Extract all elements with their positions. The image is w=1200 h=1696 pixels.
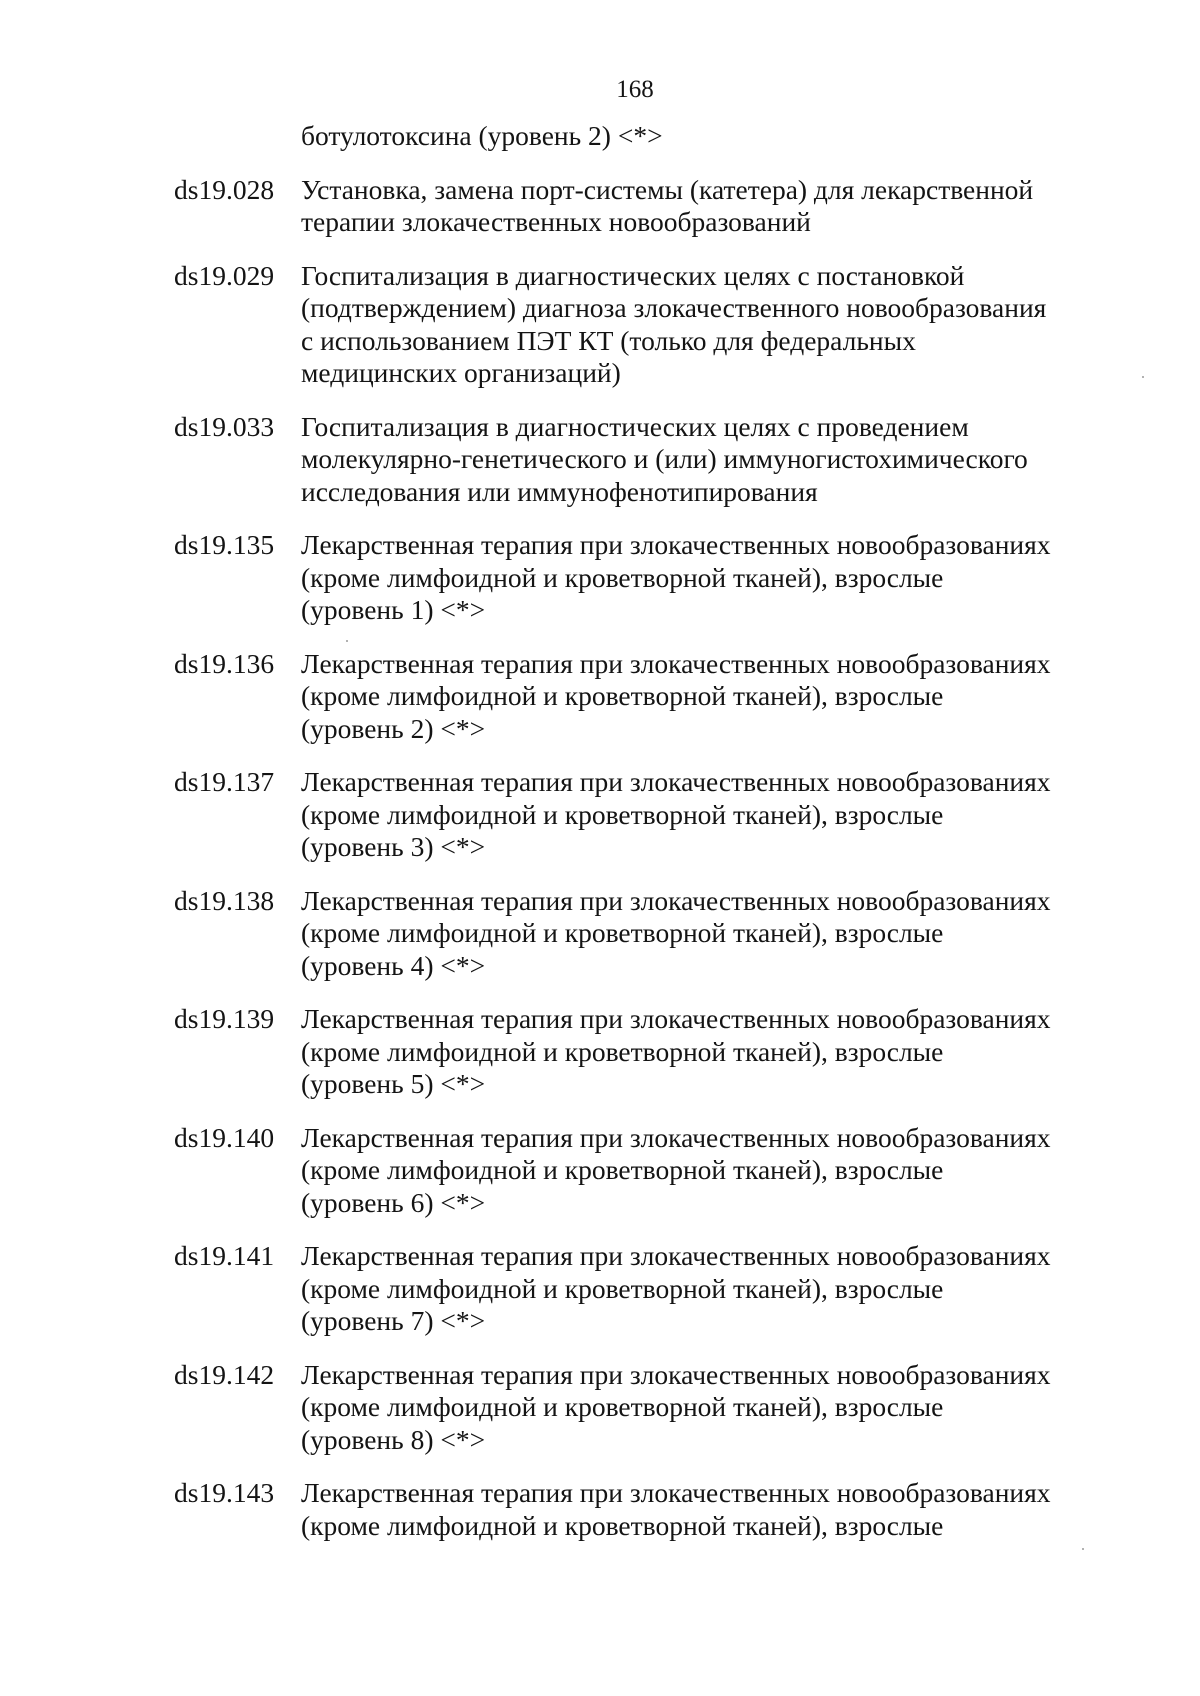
description-line: ботулотоксина (уровень 2) <*> — [301, 120, 663, 151]
description-line: (уровень 1) <*> — [301, 594, 486, 625]
entry-description — [301, 529, 1081, 627]
entry-code: ds19.136 — [174, 647, 275, 679]
description-line: Госпитализация в диагностических целях с постановкой — [301, 259, 965, 291]
description-line: (уровень 2) <*> — [301, 712, 486, 744]
list-item — [0, 648, 1200, 746]
list-item — [0, 1003, 1200, 1101]
entry-description — [301, 120, 1081, 153]
description-line: Лекарственная терапия при злокачественных новообразованиях — [301, 1121, 1051, 1153]
description-line: молекулярно-генетического и (или) иммуногистохимического — [301, 443, 1028, 474]
entry-code: ds19.138 — [174, 884, 275, 916]
description-line: с использованием ПЭТ КТ (только для федеральных — [301, 324, 916, 356]
description-line: Лекарственная терапия при злокачественных новообразованиях — [301, 1003, 1051, 1034]
description-line: (уровень 8) <*> — [301, 1423, 486, 1455]
description-line: Лекарственная терапия при злокачественных новообразованиях — [301, 1477, 1051, 1508]
entry-code: ds19.135 — [174, 529, 275, 560]
entry-code: ds19.140 — [174, 1121, 275, 1153]
description-line: Установка, замена порт-системы (катетера) для лекарственной — [301, 173, 1034, 205]
description-line: Лекарственная терапия при злокачественных новообразованиях — [301, 1358, 1051, 1390]
scan-speck — [1142, 376, 1144, 378]
description-line: (кроме лимфоидной и кроветворной тканей), взрослые — [301, 1509, 944, 1541]
entry-description — [301, 766, 1081, 864]
description-line: (уровень 5) <*> — [301, 1068, 486, 1099]
description-line: Лекарственная терапия при злокачественных новообразованиях — [301, 1240, 1051, 1271]
description-line: (кроме лимфоидной и кроветворной тканей), взрослые — [301, 680, 944, 711]
description-line: (кроме лимфоидной и кроветворной тканей), взрослые — [301, 1035, 944, 1067]
description-line: исследования или иммунофенотипирования — [301, 475, 818, 507]
entry-code: ds19.143 — [174, 1477, 275, 1508]
description-line: (кроме лимфоидной и кроветворной тканей), взрослые — [301, 1272, 944, 1304]
list-item — [0, 1359, 1200, 1457]
list-item — [0, 766, 1200, 864]
entry-description — [301, 411, 1081, 509]
description-line: (кроме лимфоидной и кроветворной тканей), взрослые — [301, 798, 944, 830]
entry-description — [301, 885, 1081, 983]
continuation-entry — [0, 120, 1200, 153]
page-number: 168 — [616, 76, 654, 103]
entry-code: ds19.141 — [174, 1240, 275, 1271]
list-item — [0, 411, 1200, 509]
entry-description — [301, 1477, 1081, 1542]
description-line: медицинских организаций) — [301, 357, 621, 388]
description-line: (уровень 6) <*> — [301, 1186, 486, 1218]
entry-code: ds19.137 — [174, 766, 275, 797]
entry-description — [301, 1359, 1081, 1457]
description-line: (кроме лимфоидной и кроветворной тканей), взрослые — [301, 917, 944, 948]
list-item — [0, 1122, 1200, 1220]
entry-code: ds19.029 — [174, 259, 275, 291]
list-item — [0, 174, 1200, 239]
entry-code: ds19.033 — [174, 410, 275, 442]
entry-description — [301, 648, 1081, 746]
description-line: (уровень 4) <*> — [301, 949, 486, 981]
description-line: Госпитализация в диагностических целях с проведением — [301, 410, 969, 442]
list-item — [0, 1477, 1200, 1542]
entry-description — [301, 260, 1081, 390]
entry-list — [0, 120, 1200, 1542]
list-item — [0, 529, 1200, 627]
entry-code: ds19.142 — [174, 1358, 275, 1390]
list-item — [0, 1240, 1200, 1338]
description-line: (кроме лимфоидной и кроветворной тканей), взрослые — [301, 1391, 944, 1422]
list-item — [0, 260, 1200, 390]
entry-description — [301, 1240, 1081, 1338]
description-line: (уровень 7) <*> — [301, 1305, 486, 1336]
description-line: Лекарственная терапия при злокачественных новообразованиях — [301, 766, 1051, 797]
entry-code: ds19.028 — [174, 173, 275, 205]
description-line: Лекарственная терапия при злокачественных новообразованиях — [301, 647, 1051, 679]
description-line: (подтверждением) диагноза злокачественного новообразования — [301, 292, 1047, 323]
description-line: Лекарственная терапия при злокачественных новообразованиях — [301, 529, 1051, 560]
description-line: (уровень 3) <*> — [301, 831, 486, 862]
entry-description — [301, 174, 1081, 239]
description-line: терапии злокачественных новообразований — [301, 206, 811, 237]
entry-description — [301, 1003, 1081, 1101]
description-line: (кроме лимфоидной и кроветворной тканей), взрослые — [301, 561, 944, 593]
scan-speck — [1082, 1548, 1084, 1550]
list-item — [0, 885, 1200, 983]
entry-description — [301, 1122, 1081, 1220]
scan-speck — [346, 640, 348, 642]
entry-code: ds19.139 — [174, 1003, 275, 1034]
description-line: Лекарственная терапия при злокачественных новообразованиях — [301, 884, 1051, 916]
description-line: (кроме лимфоидной и кроветворной тканей), взрослые — [301, 1154, 944, 1185]
